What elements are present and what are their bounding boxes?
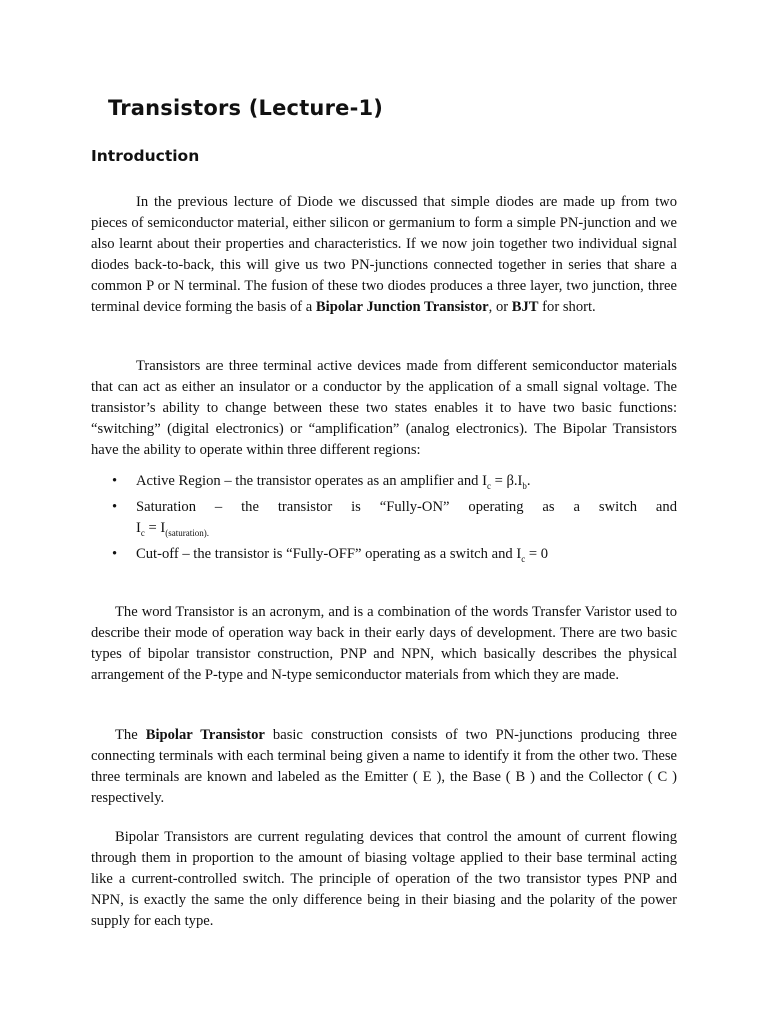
list-item-text: I <box>136 519 141 536</box>
subscript: b <box>522 480 527 491</box>
bullet-icon: • <box>112 473 118 489</box>
section-heading: Introduction <box>91 147 200 165</box>
paragraph-5: Bipolar Transistors are current regulating devices that control the amount of current flowing through them in proportion to the amount of biasing voltage applied to their base terminal acting like a current-controlled switch. The principle of operation of the two transistor types PNP and NPN, is exactly the same the only difference being in their biasing and the polarity of the power supply for each type. <box>91 829 677 929</box>
list-item-text: Saturation – the transistor is “Fully-ON” operating as a switch and <box>136 498 677 515</box>
regions-list <box>112 471 677 570</box>
bullet-icon: • <box>112 545 118 562</box>
list-item-text: = β.I <box>490 473 523 489</box>
list-item <box>112 471 677 497</box>
bjt-abbrev: BJT <box>511 298 539 315</box>
paragraph-2: Transistors are three terminal active devices made from different semiconductor materials that can act as either an insulator or a conductor by the application of a small signal voltage. The transistor’s ability to change between these two states enables it to have two basic functions: “switching” (digital electronics) or “amplification” (analog electronics). The Bipolar Transistors have the ability to operate within three different regions: <box>91 358 677 458</box>
page-title: Transistors (Lecture-1) <box>108 96 384 120</box>
paragraph-1-text: In the previous lecture of Diode we discussed that simple diodes are made up from two pieces of semiconductor material, either silicon or germanium to form a simple PN-junction and we also learnt about their properties and characteristics. If we now join together two individual signal diodes back-to-back, this will give us two PN-junctions connected together in series that share a common P or N terminal. The fusion of these two diodes produces a three layer, two junction, three terminal device forming the basis of a <box>91 194 677 315</box>
subscript: (saturation). <box>165 527 209 538</box>
subscript: c <box>486 480 491 491</box>
paragraph-4-text: The <box>115 727 146 743</box>
bjt-term: Bipolar Junction Transistor <box>315 298 489 315</box>
paragraph-4 <box>91 725 677 809</box>
paragraph-3: The word Transistor is an acronym, and is a combination of the words Transfer Varistor used to describe their mode of operation way back in their early days of development. There are two basic types of bipolar transistor construction, PNP and NPN, which basically describes the physical arrangement of the P-type and N-type semiconductor materials from which they are made. <box>91 604 677 683</box>
list-item-text: . <box>526 473 531 489</box>
subscript: c <box>140 527 145 538</box>
list-item-text: = I <box>144 519 166 536</box>
subscript: c <box>521 553 526 564</box>
paragraph-1-text-3: for short. <box>538 298 596 315</box>
paragraph-1-text-2: , or <box>488 298 512 315</box>
bullet-icon: • <box>112 498 118 515</box>
list-item-text: Cut-off – the transistor is “Fully-OFF” operating as a switch and I <box>136 545 522 562</box>
list-item-text: = 0 <box>525 545 549 562</box>
bipolar-transistor-term: Bipolar Transistor <box>145 727 265 743</box>
list-item <box>112 544 677 570</box>
paragraph-4-text-2: basic construction consists of two PN-junctions producing three connecting terminals with each terminal being given a name to identify it from the other two. These three terminals are known and labeled as the Emitter ( E ), the Base ( B ) and the Collector ( C ) respectively. <box>91 727 677 806</box>
list-item <box>112 497 677 544</box>
list-item-text: Active Region – the transistor operates as an amplifier and I <box>136 473 487 489</box>
paragraph-1 <box>91 192 677 317</box>
